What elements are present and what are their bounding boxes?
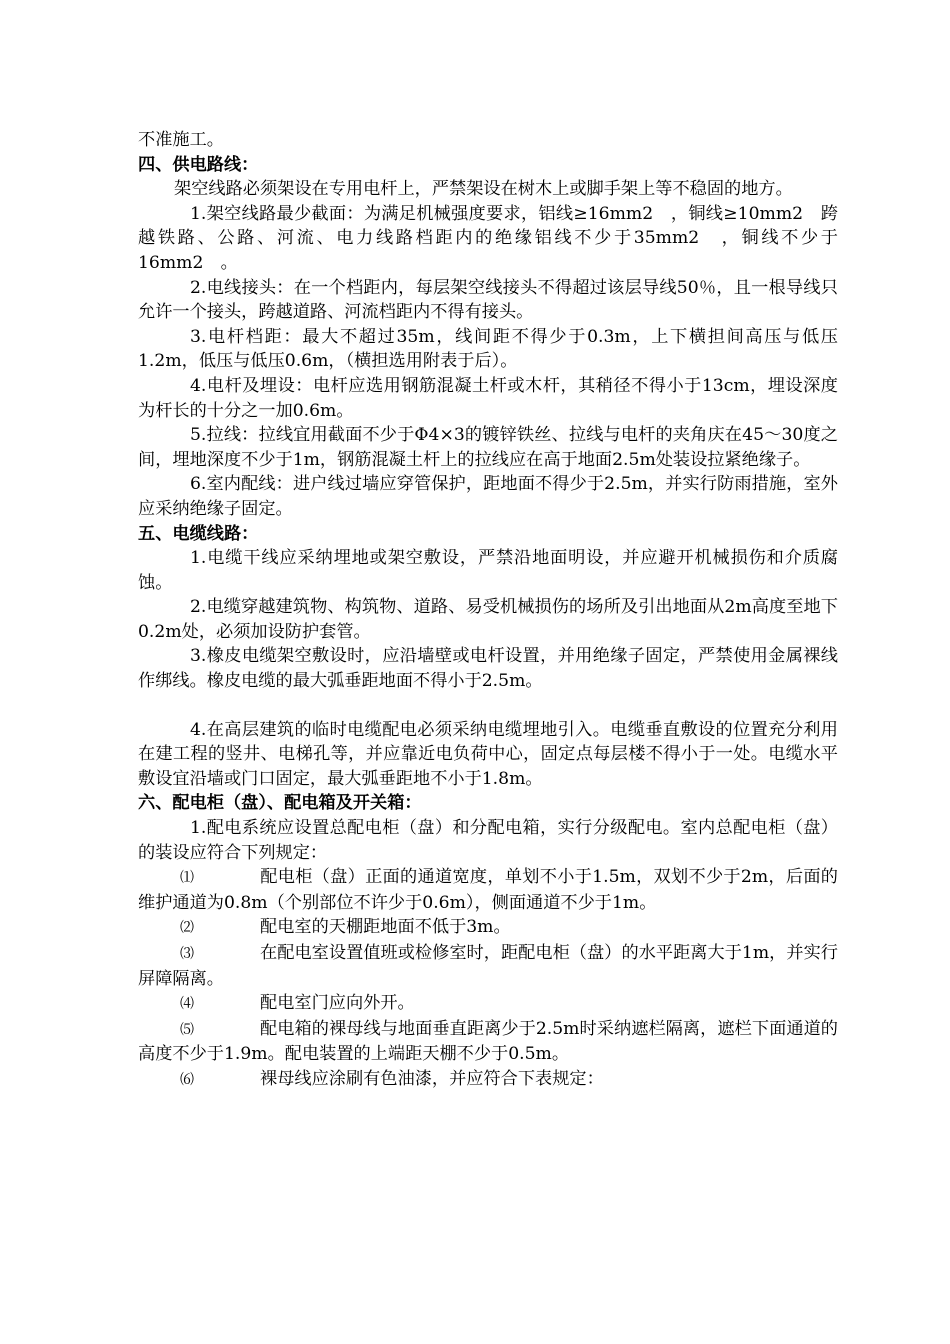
item-number: ⑵ — [180, 920, 194, 937]
paragraph: 3.电杆档距：最大不超过35m，线间距不得少于0.3m，上下横担间高压与低压1.2m，低压与低压0.6m，（横担选用附表于后）。 — [138, 326, 838, 372]
item-text: 在配电室设置值班或检修室时，距配电柜（盘）的水平距离大于1m，并实行屏障隔离。 — [138, 943, 838, 989]
item-number: ⑷ — [180, 996, 194, 1013]
list-item — [138, 1067, 838, 1093]
paragraph: 1.配电系统应设置总配电柜（盘）和分配电箱，实行分级配电。室内总配电柜（盘）的装设应符合下列规定： — [138, 818, 838, 863]
paragraph: 架空线路必须架设在专用电杆上，严禁架设在树木上或脚手架上等不稳固的地方。 — [174, 179, 793, 200]
item-text: 配电箱的裸母线与地面垂直距离少于2.5m时采纳遮栏隔离，遮栏下面通道的高度不少于1.9m。配电装置的上端距天棚不少于0.5m。 — [138, 1018, 838, 1065]
list-item — [138, 915, 838, 941]
list-item — [138, 1017, 838, 1067]
paragraph: 4.电杆及埋设：电杆应选用钢筋混凝土杆或木杆，其稍径不得小于13cm，埋设深度为杆长的十分之一加0.6m。 — [138, 375, 838, 421]
item-text: 配电柜（盘）正面的通道宽度，单划不小于1.5m，双划不少于2m，后面的维护通道为0.8m（个别部位不许少于0.6m），侧面通道不少于1m。 — [138, 867, 838, 913]
paragraph: 4.在高层建筑的临时电缆配电必须采纳电缆埋地引入。电缆垂直敷设的位置充分利用在建工程的竖井、电梯孔等，并应靠近电负荷中心，固定点每层楼不得小于一处。电缆水平敷设宜沿墙或门口固定，最大弧垂距地不小于1.8m。 — [138, 719, 838, 789]
paragraph: 5.拉线：拉线宜用截面不少于Φ4×3的镀锌铁丝、拉线与电杆的夹角庆在45～30度之间，埋地深度不少于1m，钢筋混凝土杆上的拉线应在高于地面2.5m处装设拉紧绝缘子。 — [138, 425, 838, 470]
section-heading-4: 四、供电路线： — [138, 154, 259, 175]
paragraph: 2.电线接头：在一个档距内，每层架空线接头不得超过该层导线50％，且一根导线只允许一个接头，跨越道路、河流档距内不得有接头。 — [138, 277, 838, 323]
paragraph: 不准施工。 — [138, 130, 224, 150]
paragraph: 3.橡皮电缆架空敷设时，应沿墙壁或电杆设置，并用绝缘子固定，严禁使用金属裸线作绑线。橡皮电缆的最大弧垂距地面不得小于2.5m。 — [138, 646, 838, 692]
paragraph: 2.电缆穿越建筑物、构筑物、道路、易受机械损伤的场所及引出地面从2m高度至地下0.2m处，必须加设防护套管。 — [138, 597, 838, 642]
item-text: 配电室门应向外开。 — [260, 993, 415, 1014]
item-number: ⑴ — [180, 870, 194, 887]
paragraph: 1.架空线路最少截面：为满足机械强度要求，铝线≥16mm2 ，铜线≥10mm2 跨越铁路、公路、河流、电力线路档距内的绝缘铝线不少于35mm2 ，铜线不少于16mm2 。 — [138, 203, 838, 273]
item-number: ⑸ — [180, 1021, 194, 1038]
list-item — [138, 991, 838, 1017]
section-heading-5: 五、电缆线路： — [138, 523, 259, 544]
item-number: ⑶ — [180, 946, 194, 962]
item-text: 配电室的天棚距地面不低于3m。 — [260, 917, 511, 938]
blank-line — [138, 694, 838, 718]
item-number: ⑹ — [180, 1071, 194, 1088]
item-text: 裸母线应涂刷有色油漆，并应符合下表规定： — [260, 1068, 604, 1089]
list-item — [138, 865, 838, 915]
document-page — [138, 128, 838, 1093]
list-item — [138, 941, 838, 991]
paragraph: 6.室内配线：进户线过墙应穿管保护，距地面不得少于2.5m，并实行防雨措施，室外应采纳绝缘子固定。 — [138, 474, 838, 519]
section-heading-6: 六、配电柜（盘）、配电箱及开关箱： — [138, 793, 422, 814]
paragraph: 1.电缆干线应采纳埋地或架空敷设，严禁沿地面明设，并应避开机械损伤和介质腐蚀。 — [138, 548, 838, 593]
